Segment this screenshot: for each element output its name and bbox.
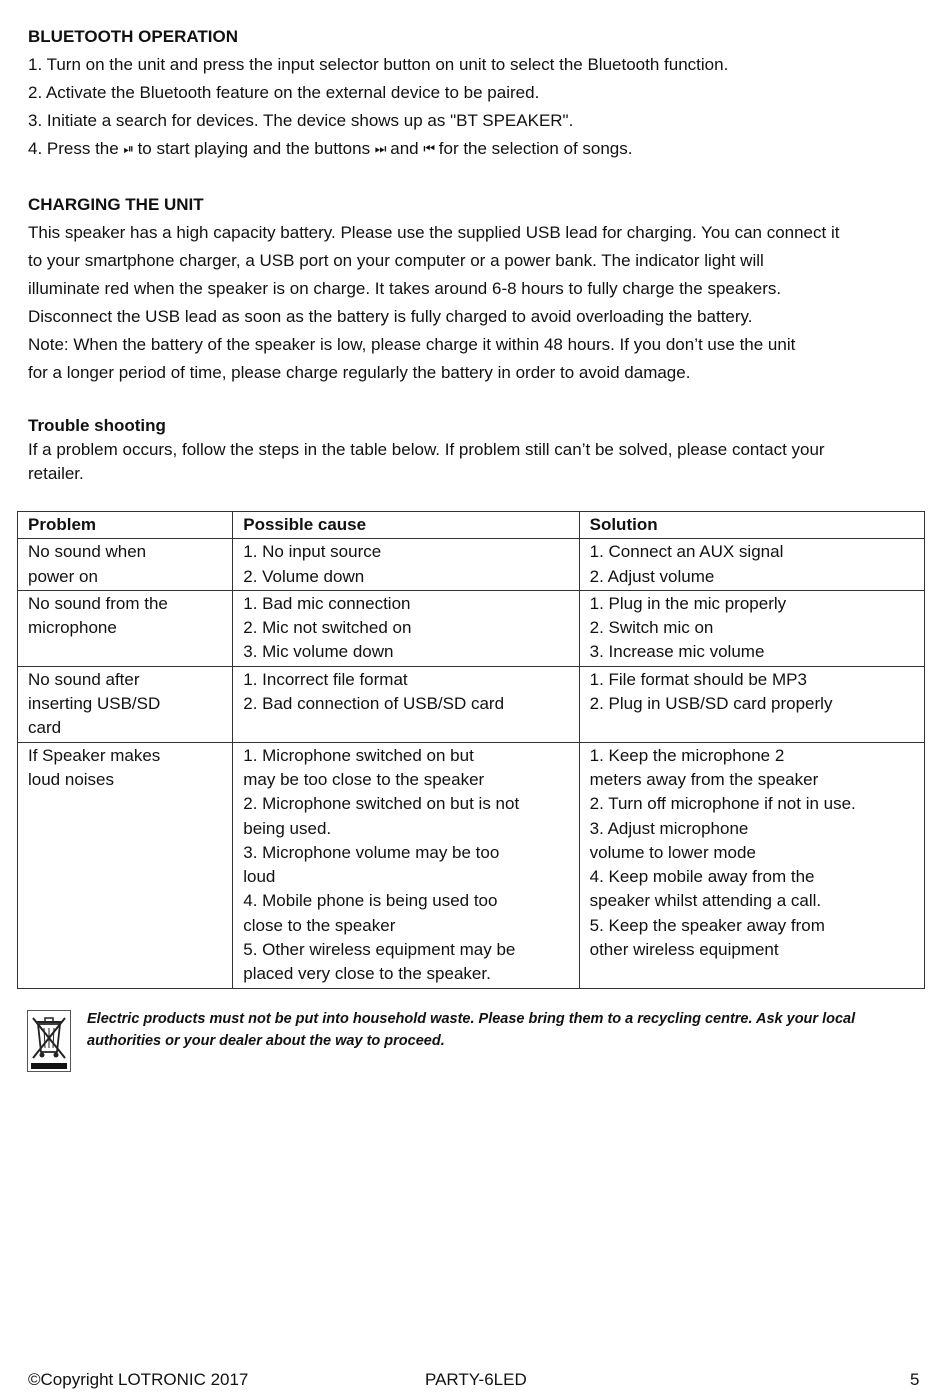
table-row: [18, 539, 925, 591]
cell-line: microphone: [28, 618, 117, 638]
cell-line: 2. Microphone switched on but is not: [243, 794, 520, 814]
cell-line: 1. Keep the microphone 2: [589, 745, 785, 765]
problem-cell: [18, 590, 233, 666]
cause-cell: [233, 742, 579, 988]
header-possible-cause: Possible cause: [233, 512, 579, 539]
table-row: [18, 742, 925, 988]
bluetooth-heading: BLUETOOTH OPERATION: [28, 27, 238, 46]
table-row: [18, 666, 925, 742]
troubleshooting-section: [28, 414, 908, 486]
charging-note-line: Note: When the battery of the speaker is low, please charge it within 48 hours. If you don’t use the unit: [28, 335, 796, 354]
crossed-out-wheelie-bin-icon: [27, 1010, 71, 1072]
cell-line: 2. Turn off microphone if not in use.: [589, 794, 856, 814]
page-footer: [0, 1370, 950, 1394]
troubleshooting-table: [17, 511, 925, 989]
cell-line: loud noises: [28, 769, 115, 789]
cell-line: 5. Keep the speaker away from: [589, 915, 825, 935]
cell-line: loud: [243, 867, 276, 887]
cell-line: 2. Bad connection of USB/SD card: [243, 694, 505, 714]
cell-line: 4. Mobile phone is being used too: [243, 891, 498, 911]
charging-section: [28, 191, 908, 387]
cause-cell: [233, 539, 579, 591]
table-body: [18, 539, 925, 988]
cell-line: 3. Increase mic volume: [589, 642, 765, 662]
cell-line: No sound when: [28, 542, 147, 562]
troubleshooting-intro: retailer.: [28, 464, 84, 483]
cell-line: 2. Mic not switched on: [243, 618, 412, 638]
table-row: [18, 590, 925, 666]
recycling-line: Electric products must not be put into household waste. Please bring them to a recycling centre. Ask your local: [87, 1011, 856, 1027]
cell-line: 1. Microphone switched on but: [243, 745, 474, 765]
cell-line: 5. Other wireless equipment may be: [243, 940, 516, 960]
cell-line: If Speaker makes: [28, 745, 161, 765]
problem-cell: [18, 742, 233, 988]
problem-cell: [18, 666, 233, 742]
charging-note-line: for a longer period of time, please charge regularly the battery in order to avoid damage.: [28, 363, 691, 382]
cell-line: 3. Adjust microphone: [589, 818, 749, 838]
cell-line: 1. Bad mic connection: [243, 593, 411, 613]
solution-cell: [579, 666, 924, 742]
cell-line: meters away from the speaker: [589, 769, 819, 789]
cause-cell: [233, 666, 579, 742]
cell-line: 1. Incorrect file format: [243, 669, 408, 689]
bluetooth-step-4-text-c: and: [390, 139, 424, 158]
bluetooth-step-4-text-d: for the selection of songs.: [438, 139, 633, 158]
next-track-icon: ⏭: [374, 141, 386, 156]
cell-line: inserting USB/SD: [28, 694, 161, 714]
charging-line: to your smartphone charger, a USB port on your computer or a power bank. The indicator light will: [28, 251, 764, 270]
previous-track-icon: ⏮: [423, 141, 435, 156]
cell-line: card: [28, 718, 62, 738]
cell-line: power on: [28, 566, 98, 586]
cell-line: being used.: [243, 818, 332, 838]
cell-line: No sound from the: [28, 593, 168, 613]
cell-line: close to the speaker: [243, 915, 396, 935]
bluetooth-step-3: 3. Initiate a search for devices. The device shows up as "BT SPEAKER".: [28, 111, 574, 130]
charging-line: Disconnect the USB lead as soon as the battery is fully charged to avoid overloading the battery.: [28, 307, 753, 326]
bluetooth-step-4-text-b: to start playing and the buttons: [137, 139, 375, 158]
cell-line: 1. File format should be MP3: [589, 669, 807, 689]
cell-line: 4. Keep mobile away from the: [589, 867, 815, 887]
cell-line: may be too close to the speaker: [243, 769, 485, 789]
solution-cell: [579, 742, 924, 988]
play-pause-icon: ⏯: [123, 141, 133, 156]
bluetooth-step-4: [28, 135, 908, 163]
bluetooth-step-4-text-a: 4. Press the: [28, 139, 124, 158]
footer-copyright: ©Copyright LOTRONIC 2017: [28, 1370, 249, 1389]
charging-line: This speaker has a high capacity battery. Please use the supplied USB lead for charging. You can connect it: [28, 223, 840, 242]
troubleshooting-heading: Trouble shooting: [28, 416, 166, 435]
header-problem: Problem: [18, 512, 233, 539]
cell-line: 1. Connect an AUX signal: [589, 542, 784, 562]
table-header-row: [18, 512, 925, 539]
cell-line: placed very close to the speaker.: [243, 964, 491, 984]
bluetooth-step-2: 2. Activate the Bluetooth feature on the external device to be paired.: [28, 83, 540, 102]
cell-line: No sound after: [28, 669, 140, 689]
charging-heading: CHARGING THE UNIT: [28, 195, 204, 214]
cell-line: speaker whilst attending a call.: [589, 891, 822, 911]
header-solution: Solution: [579, 512, 924, 539]
cell-line: 2. Switch mic on: [589, 618, 714, 638]
solution-cell: [579, 590, 924, 666]
recycling-text: [87, 1008, 927, 1052]
cause-cell: [233, 590, 579, 666]
bluetooth-step-1: 1. Turn on the unit and press the input selector button on unit to select the Bluetooth function.: [28, 55, 729, 74]
cell-line: 1. Plug in the mic properly: [589, 593, 787, 613]
cell-line: 2. Plug in USB/SD card properly: [589, 694, 833, 714]
cell-line: 3. Microphone volume may be too: [243, 842, 500, 862]
charging-line: illuminate red when the speaker is on charge. It takes around 6-8 hours to fully charge the speakers.: [28, 279, 782, 298]
cell-line: 2. Volume down: [243, 566, 365, 586]
cell-line: volume to lower mode: [589, 842, 756, 862]
cell-line: other wireless equipment: [589, 940, 779, 960]
footer-page-number: 5: [910, 1370, 920, 1389]
cell-line: 1. No input source: [243, 542, 382, 562]
bluetooth-section: [28, 23, 908, 163]
solution-cell: [579, 539, 924, 591]
recycling-line: authorities or your dealer about the way to proceed.: [87, 1033, 445, 1049]
cell-line: 2. Adjust volume: [589, 566, 715, 586]
problem-cell: [18, 539, 233, 591]
troubleshooting-intro: If a problem occurs, follow the steps in the table below. If problem still can’t be solved, please contact your: [28, 440, 825, 459]
footer-model: PARTY-6LED: [425, 1370, 527, 1389]
cell-line: 3. Mic volume down: [243, 642, 394, 662]
recycling-notice: [27, 1008, 927, 1078]
